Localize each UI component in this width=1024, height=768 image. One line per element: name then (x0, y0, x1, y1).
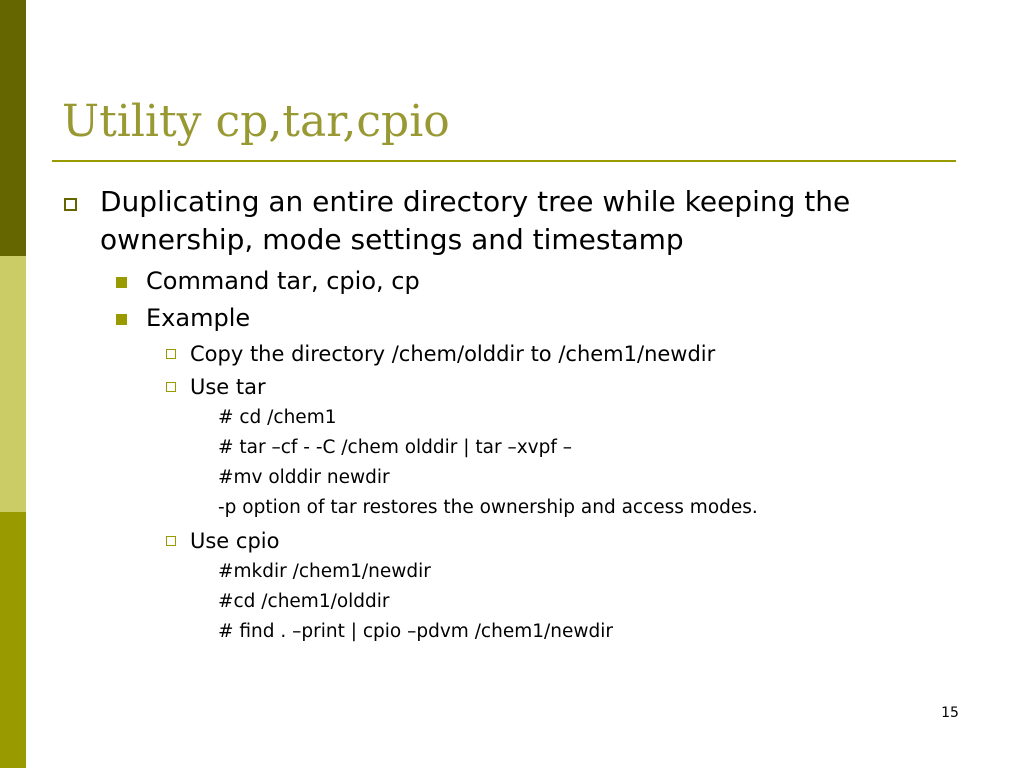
tar-command-line: # tar –cf - -C /chem olddir | tar –xvpf – (218, 437, 573, 458)
slide-title: Utility cp,tar,cpio (62, 96, 450, 147)
tar-command-line: #mv olddir newdir (218, 467, 390, 488)
bullet-level3-text: Copy the directory /chem/olddir to /chem1/newdir (190, 342, 716, 366)
title-divider (52, 160, 956, 162)
filled-square-bullet-icon (116, 277, 127, 288)
tar-command-line: # cd /chem1 (218, 407, 337, 428)
left-bar-dark (0, 0, 26, 256)
cpio-command-line: #mkdir /chem1/newdir (218, 561, 431, 582)
bullet-level1 (64, 183, 964, 259)
bullet-level3-text: Use tar (190, 375, 266, 399)
hollow-square-bullet-icon (166, 536, 176, 546)
hollow-square-bullet-icon (166, 349, 176, 359)
bullet-level3-text: Use cpio (190, 529, 280, 553)
bullet-level1-text: Duplicating an entire directory tree while keeping the ownership, mode settings and timestamp (100, 185, 851, 256)
bullet-level3-copy (166, 338, 946, 370)
cpio-command-line: #cd /chem1/olddir (218, 591, 390, 612)
tar-note-line: -p option of tar restores the ownership and access modes. (218, 497, 758, 518)
page-number: 15 (941, 705, 959, 721)
bullet-level2-command (116, 263, 916, 299)
bullet-level3-use-cpio (166, 525, 946, 557)
bullet-level2-example (116, 300, 916, 336)
left-bar-olive (0, 512, 26, 768)
filled-square-bullet-icon (116, 314, 127, 325)
left-bar-light (0, 256, 26, 512)
cpio-command-line: # find . –print | cpio –pdvm /chem1/newdir (218, 621, 613, 642)
bullet-level3-use-tar (166, 371, 946, 403)
bullet-level2-text: Command tar, cpio, cp (146, 267, 420, 295)
bullet-level2-text: Example (146, 304, 251, 332)
hollow-square-bullet-icon (166, 382, 176, 392)
hollow-square-bullet-icon (64, 198, 77, 211)
